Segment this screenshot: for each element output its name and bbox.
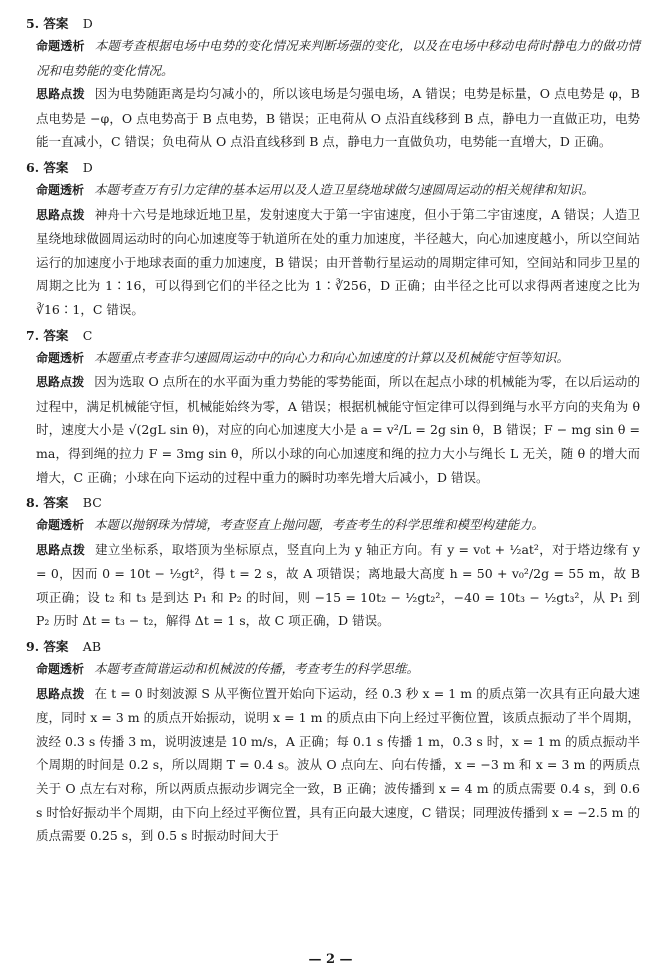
question-number: 8. bbox=[26, 495, 40, 511]
question-header bbox=[26, 158, 640, 178]
answer-value: D bbox=[82, 159, 93, 175]
section-text: 在 t = 0 时刻波源 S 从平衡位置开始向下运动，经 0.3 秒 x = 1 m 的质点第一次具有正向最大速度，同时 x = 3 m 的质点开始振动，说明 x = 1 m 的质点由下向上经过平衡位置，该质点振动了半个周期，波经 0.3 s 传播 3 m，说明波速是 10 m/s，A 正确；每 0.1 s 传播 1 m，0.3 s 时，x = 1 m 的质点振动半个周期的时间是 0.2 s，所以周期 T = 0.4 s。波从 O 点向左、向右传播，x = −3 m 和 x = 3 m 的两质点关于 O 点左右对称，所以两质点振动步调完全一致，B 正确；波传播到 x = 4 m 的质点需要 0.4 s，到 0.6 s 时恰好振动半个周期，由下向上经过平衡位置，具有正向最大速度，C 错误；同理波传播到 x = −2.5 m 的质点需要 0.25 s，到 0.5 s 时振动时间大于 bbox=[36, 685, 640, 844]
question-5 bbox=[26, 14, 640, 154]
answer-value: C bbox=[82, 327, 93, 343]
solution-section bbox=[26, 82, 640, 154]
section-text: 因为电势随距离是均匀减小的，所以该电场是匀强电场，A 错误；电势是标量，O 点电势是 φ，B 点电势是 −φ，O 点电势高于 B 点电势，B 错误；正电荷从 O 点沿直线移到 B 点，静电力一直做正功，电势能一直减小，C 错误；负电荷从 O 点沿直线移到 B 点，静电力一直做负功，电势能一直增大，D 正确。 bbox=[36, 86, 640, 150]
solution-section bbox=[26, 203, 640, 322]
section-label: 命题透析 bbox=[36, 350, 85, 365]
answer-value: BC bbox=[82, 495, 102, 511]
answer-page bbox=[26, 10, 640, 848]
analysis-section bbox=[26, 178, 640, 203]
question-7 bbox=[26, 326, 640, 490]
section-label: 命题透析 bbox=[36, 182, 85, 197]
analysis-section bbox=[26, 513, 640, 538]
solution-section bbox=[26, 682, 640, 848]
analysis-section bbox=[26, 657, 640, 682]
question-number: 9. bbox=[26, 639, 40, 655]
question-header bbox=[26, 14, 640, 34]
question-header bbox=[26, 637, 640, 657]
section-text: 本题考查根据电场中电势的变化情况来判断场强的变化，以及在电场中移动电荷时静电力的做功情况和电势能的变化情况。 bbox=[36, 38, 640, 78]
section-text: 因为选取 O 点所在的水平面为重力势能的零势能面，所以在起点小球的机械能为零，在以后运动的过程中，满足机械能守恒，机械能始终为零，A 错误；根据机械能守恒定律可以得到绳与水平方向的夹角为 θ 时，速度大小是 √(2gL sin θ)，对应的向心加速度大小是 a = v²/L = 2g sin θ，B 错误；F − mg sin θ = ma，得到绳的拉力 F = 3mg sin θ，所以小球的向心加速度和绳的拉力大小与绳长 L 无关，随 θ 的增大而增大，C 正确；小球在向下运动的过程中重力的瞬时功率先增大后减小，D 错误。 bbox=[36, 374, 640, 485]
question-6 bbox=[26, 158, 640, 322]
question-number: 5. bbox=[26, 16, 40, 31]
solution-section bbox=[26, 370, 640, 489]
answer-value: AB bbox=[82, 639, 102, 655]
answer-label: 答案 bbox=[43, 159, 69, 175]
question-header bbox=[26, 326, 640, 346]
page-number: — 2 — bbox=[308, 952, 353, 967]
section-text: 建立坐标系，取塔顶为坐标原点，竖直向上为 y 轴正方向。有 y = v₀t + ½at²，对于塔边缘有 y = 0，因而 0 = 10t − ½gt²，得 t = 2 s，故 A 项错误；离地最大高度 h = 50 + v₀²/2g = 55 m，故 B 项正确；设 t₂ 和 t₃ 是到达 P₁ 和 P₂ 的时间，则 −15 = 10t₂ − ½gt₂²，−40 = 10t₃ − ½gt₃²，从 P₁ 到 P₂ 历时 Δt = t₃ − t₂，解得 Δt = 1 s，故 C 项正确，D 错误。 bbox=[36, 541, 640, 629]
analysis-section bbox=[26, 346, 640, 371]
section-label: 思路点拨 bbox=[36, 375, 85, 390]
section-label: 命题透析 bbox=[36, 662, 85, 677]
answer-label: 答案 bbox=[43, 639, 69, 655]
question-number: 6. bbox=[26, 159, 40, 175]
section-label: 思路点拨 bbox=[36, 87, 85, 102]
question-header bbox=[26, 493, 640, 513]
answer-value: D bbox=[82, 16, 93, 31]
answer-label: 答案 bbox=[43, 495, 69, 511]
answer-label: 答案 bbox=[43, 16, 69, 31]
section-label: 命题透析 bbox=[36, 39, 85, 53]
section-text: 本题重点考查非匀速圆周运动中的向心力和向心加速度的计算以及机械能守恒等知识。 bbox=[94, 349, 570, 365]
analysis-section bbox=[26, 34, 640, 82]
section-label: 命题透析 bbox=[36, 518, 85, 533]
section-text: 本题考查简谐运动和机械波的传播，考查考生的科学思维。 bbox=[94, 661, 420, 677]
answer-label: 答案 bbox=[43, 327, 69, 343]
question-number: 7. bbox=[26, 327, 40, 343]
section-text: 本题以抛钢珠为情境，考查竖直上抛问题，考查考生的科学思维和模型构建能力。 bbox=[94, 517, 545, 533]
question-8 bbox=[26, 493, 640, 633]
section-text: 本题考查万有引力定律的基本运用以及人造卫星绕地球做匀速圆周运动的相关规律和知识。 bbox=[94, 181, 595, 197]
section-label: 思路点拨 bbox=[36, 207, 85, 222]
section-label: 思路点拨 bbox=[36, 542, 86, 557]
solution-section bbox=[26, 538, 640, 633]
section-text: 神舟十六号是地球近地卫星，发射速度大于第一宇宙速度，但小于第二宇宙速度，A 错误；人造卫星绕地球做圆周运动时的向心加速度等于轨道所在处的重力加速度，半径越大，向心加速度越小，所以空间站运行的加速度小于地球表面的重力加速度，B 错误；由开普勒行星运动的周期定律可知，空间站和同步卫星的周期之比为 1∶16，可以得到它们的半径之比为 1∶∛256，D 正确；由半径之比可以求得两者速度之比为 ∛16∶1，C 错误。 bbox=[36, 206, 640, 317]
section-label: 思路点拨 bbox=[36, 686, 85, 701]
question-9 bbox=[26, 637, 640, 848]
